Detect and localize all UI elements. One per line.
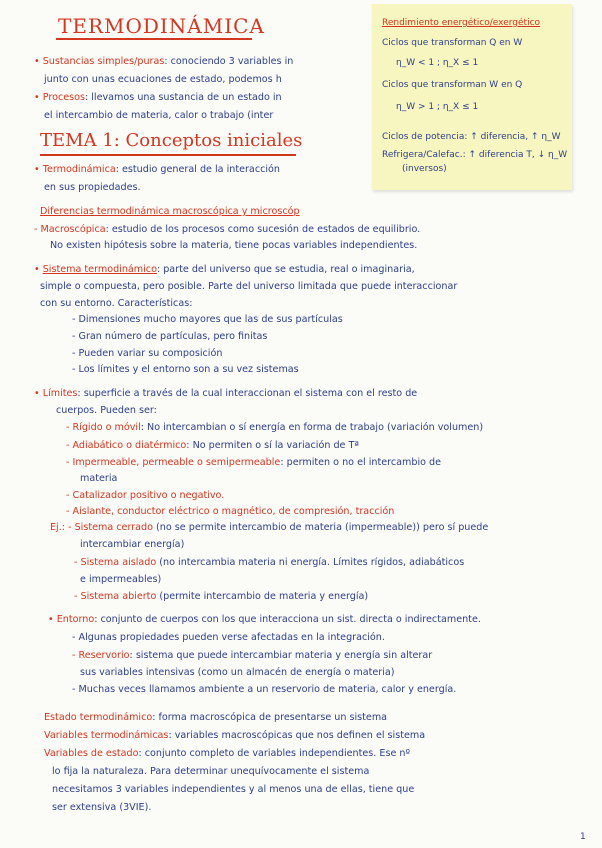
- body-line-16: - Adiabático o diatérmico: No permiten o sí la variación de Tª: [66, 440, 359, 451]
- body-line-18: materia: [80, 473, 118, 484]
- body-line-12: - Los límites y el entorno son a su vez sistemas: [72, 364, 299, 375]
- sticky-note: [372, 4, 572, 190]
- body-line-33: Variables de estado: conjunto completo de variables independientes. Ese nº: [44, 748, 410, 759]
- body-line-15: - Rígido o móvil: No intercambian o sí energía en forma de trabajo (variación volumen): [66, 422, 484, 433]
- sticky-line-6: Refrigera/Calefac.: ↑ diferencia T, ↓ η_W: [382, 150, 568, 160]
- body-line-22: intercambiar energía): [80, 539, 185, 550]
- body-line-36: ser extensiva (3VIE).: [52, 802, 152, 813]
- body-line-13: • Límites: superficie a través de la cual interaccionan el sistema con el resto de: [34, 388, 418, 399]
- sticky-line-2: η_W < 1 ; η_X ≤ 1: [396, 58, 479, 68]
- body-line-14: cuerpos. Pueden ser:: [56, 405, 157, 416]
- body-line-27: - Algunas propiedades pueden verse afectadas en la integración.: [72, 632, 385, 643]
- intro-line-3: • Procesos: llevamos una sustancia de un estado in: [34, 92, 282, 103]
- body-line-23: - Sistema aislado (no intercambia materia ni energía. Límites rígidos, adiabáticos: [74, 557, 465, 568]
- body-line-28: - Reservorio: sistema que puede intercambiar materia y energía sin alterar: [72, 650, 433, 661]
- intro-line-2: junto con unas ecuaciones de estado, podemos h: [44, 74, 282, 85]
- body-line-5: No existen hipótesis sobre la materia, tiene pocas variables independientes.: [50, 240, 418, 251]
- intro-line-4: el intercambio de materia, calor o trabajo (inter: [44, 110, 274, 121]
- intro-line-1: • Sustancias simples/puras: conociendo 3 variables in: [34, 56, 294, 67]
- body-line-31: Estado termodinámico: forma macroscópica de presentarse un sistema: [44, 712, 388, 723]
- body-line-30: - Muchas veces llamamos ambiente a un reservorio de materia, calor y energía.: [72, 684, 457, 695]
- body-line-1: • Termodinámica: estudio general de la interacción: [34, 164, 280, 175]
- body-line-3: Diferencias termodinámica macroscópica y microscóp: [40, 206, 300, 217]
- body-line-24: e impermeables): [80, 574, 162, 585]
- body-line-7: simple o compuesta, pero posible. Parte del universo limitada que puede interaccionar: [40, 281, 458, 292]
- body-line-10: - Gran número de partículas, pero finitas: [72, 331, 268, 342]
- sticky-line-4: η_W > 1 ; η_X ≤ 1: [396, 102, 479, 112]
- body-line-20: - Aislante, conductor eléctrico o magnético, de compresión, tracción: [66, 506, 395, 517]
- sticky-line-5: Ciclos de potencia: ↑ diferencia, ↑ η_W: [382, 132, 561, 142]
- body-line-11: - Pueden variar su composición: [72, 348, 223, 359]
- body-line-9: - Dimensiones mucho mayores que las de sus partículas: [72, 314, 343, 325]
- body-line-35: necesitamos 3 variables independientes y al menos una de ellas, tiene que: [52, 784, 415, 795]
- body-line-19: - Catalizador positivo o negativo.: [66, 490, 225, 501]
- body-line-34: lo fija la naturaleza. Para determinar unequívocamente el sistema: [52, 766, 370, 777]
- page-number: 1: [580, 832, 586, 842]
- body-line-2: en sus propiedades.: [44, 182, 141, 193]
- section-heading: TEMA 1: Conceptos iniciales: [40, 130, 303, 151]
- body-line-6: • Sistema termodinámico: parte del universo que se estudia, real o imaginaria,: [34, 264, 415, 275]
- body-line-21: Ej.: - Sistema cerrado (no se permite intercambio de materia (impermeable)) pero sí puede: [50, 522, 489, 533]
- sticky-line-1: Ciclos que transforman Q en W: [382, 38, 523, 48]
- sticky-line-7: (inversos): [402, 164, 447, 174]
- body-line-25: - Sistema abierto (permite intercambio de materia y energía): [74, 591, 369, 602]
- page-title: TERMODINÁMICA: [58, 14, 265, 38]
- body-line-26: • Entorno: conjunto de cuerpos con los que interacciona un sist. directa o indirectamente.: [48, 614, 481, 625]
- section-underline: [40, 154, 296, 156]
- title-underline: [56, 38, 252, 40]
- body-line-32: Variables termodinámicas: variables macroscópicas que nos definen el sistema: [44, 730, 426, 741]
- body-line-29: sus variables intensivas (como un almacén de energía o materia): [80, 667, 395, 678]
- body-line-8: con su entorno. Características:: [40, 298, 193, 309]
- sticky-heading: Rendimiento energético/exergético: [382, 18, 541, 28]
- sticky-line-3: Ciclos que transforman W en Q: [382, 80, 523, 90]
- body-line-4: - Macroscópica: estudio de los procesos como sucesión de estados de equilibrio.: [34, 224, 421, 235]
- body-line-17: - Impermeable, permeable o semipermeable: permiten o no el intercambio de: [66, 457, 442, 468]
